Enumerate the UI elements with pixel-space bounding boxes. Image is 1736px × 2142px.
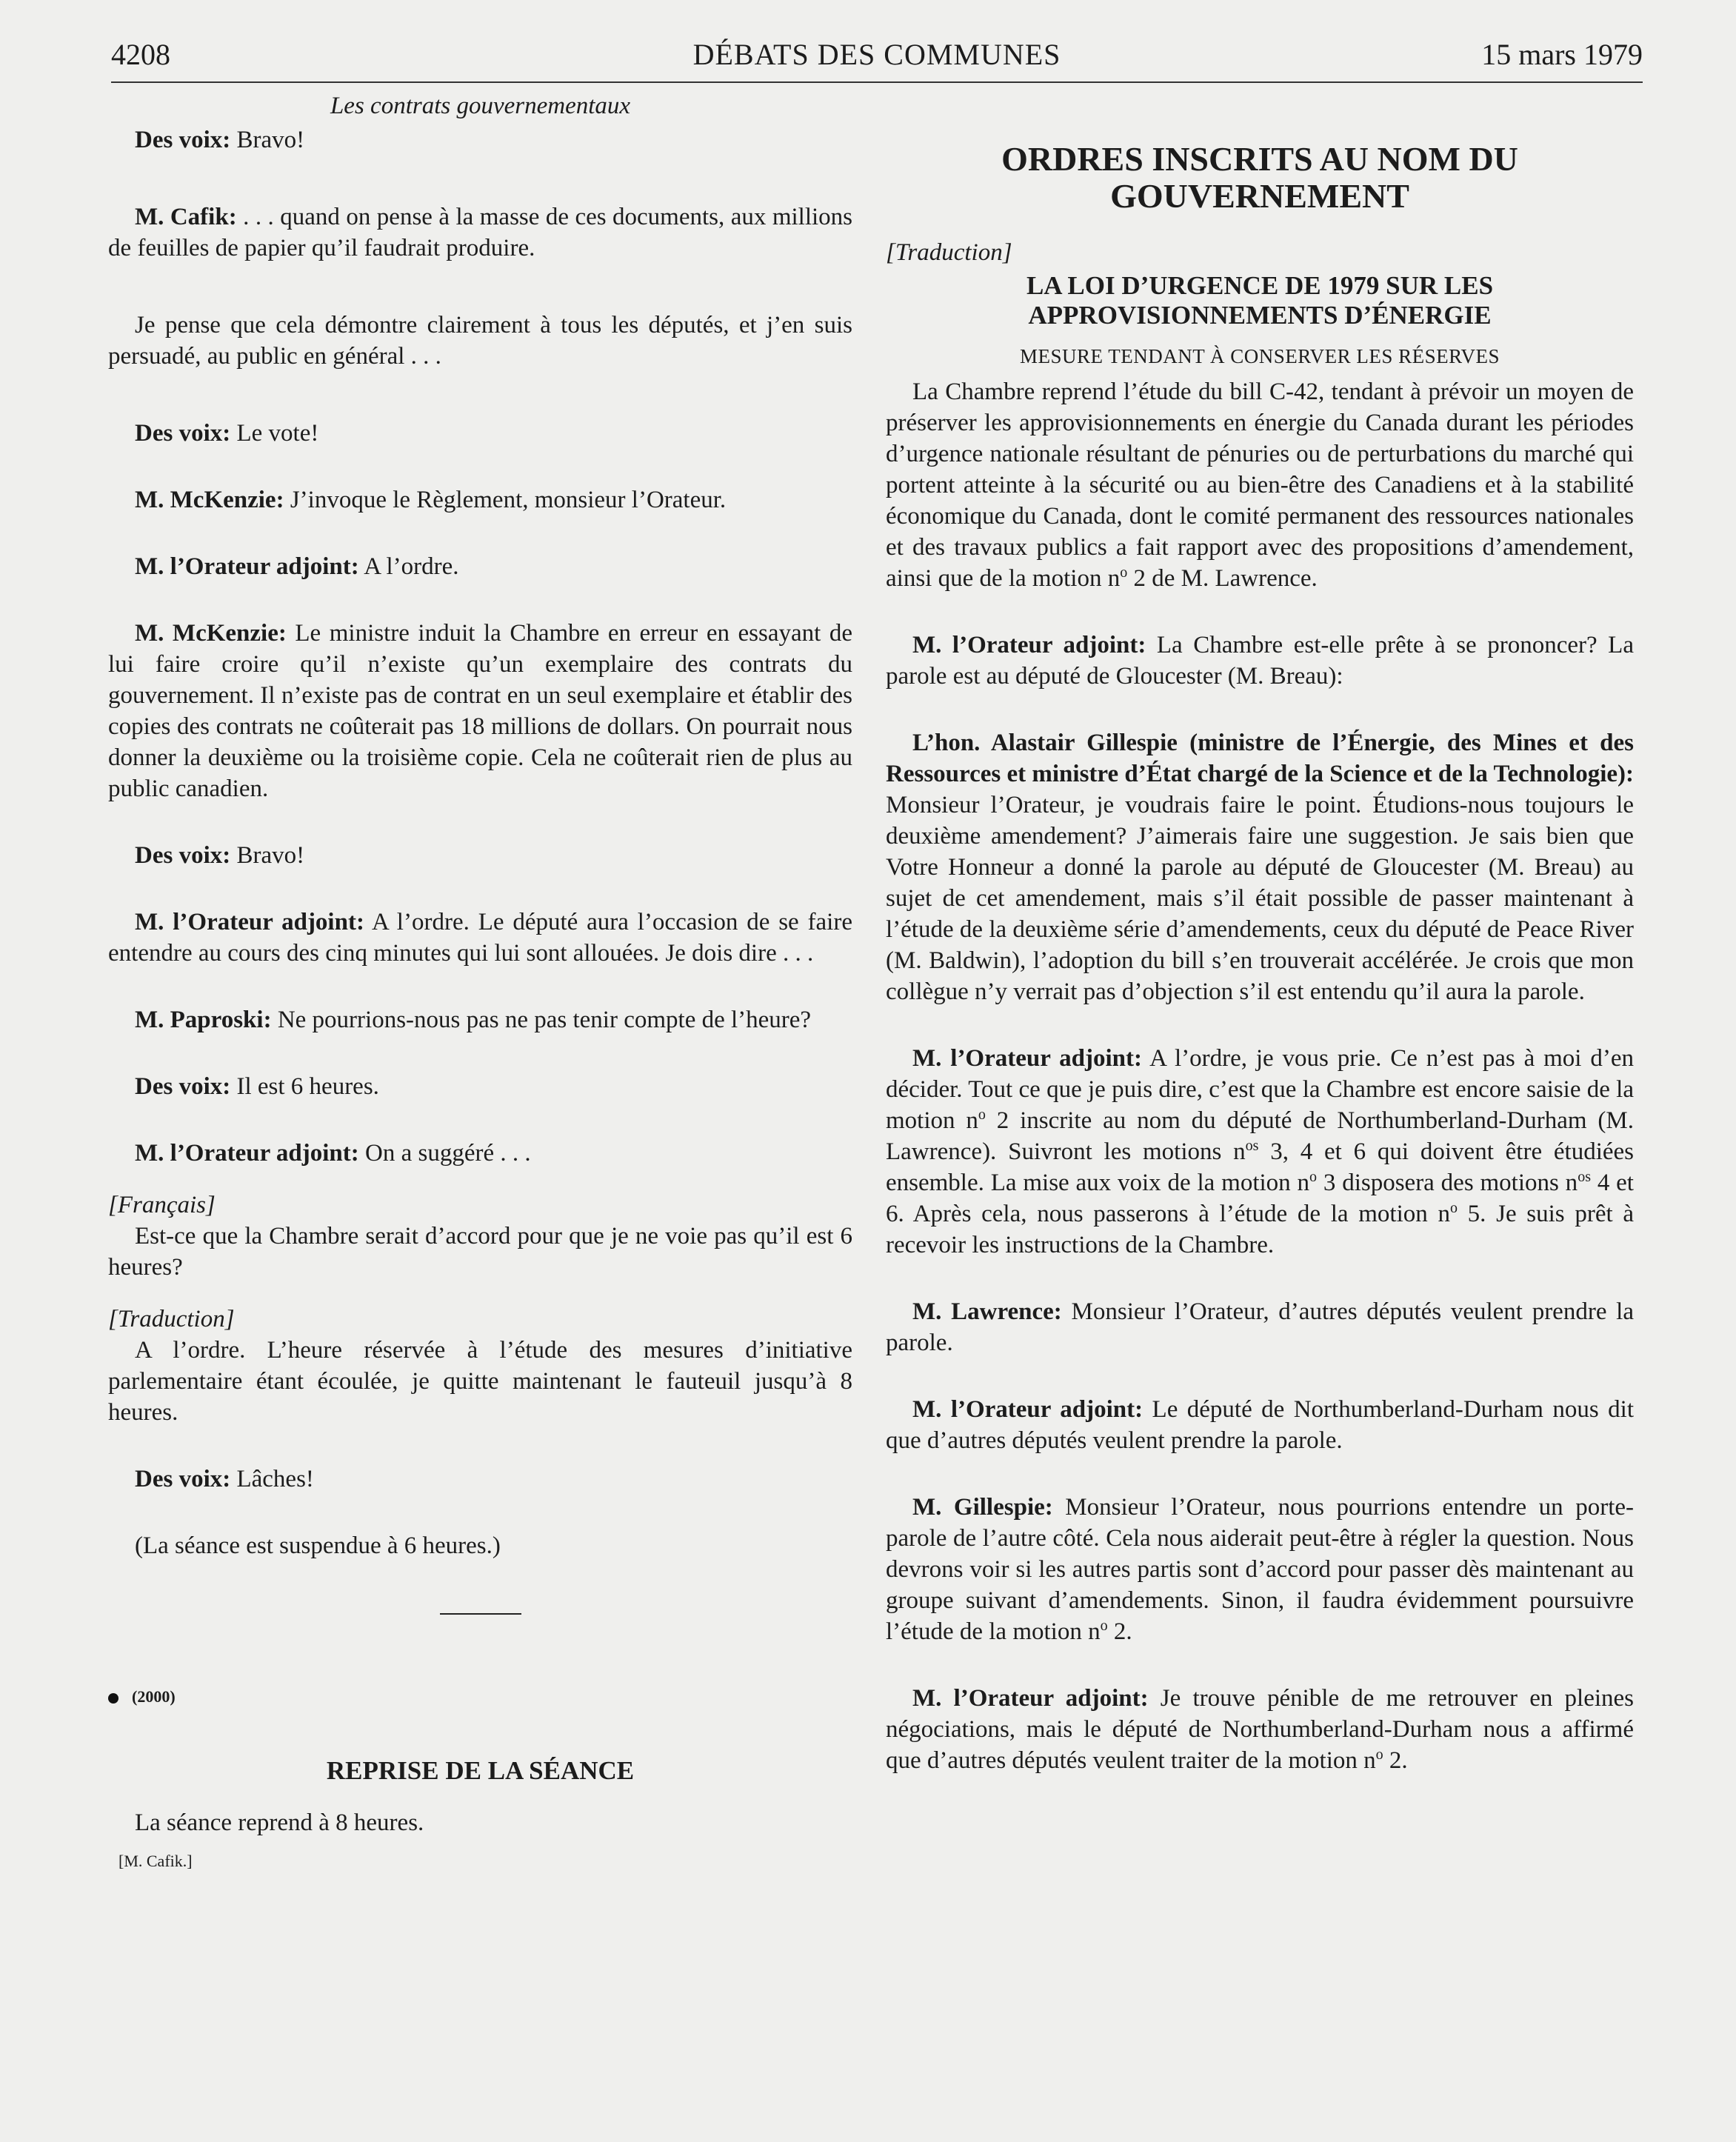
paragraph (108, 201, 852, 264)
speaker: M. l’Orateur adjoint: (912, 632, 1146, 658)
speech: Le député de Northumberland-Durham nous dit que d’autres députés veulent prendre la parole. (886, 1396, 1634, 1454)
speaker: M. McKenzie: (135, 487, 284, 513)
paragraph: M. l’Orateur adjoint: A l’ordre, je vous prie. Ce n’est pas à moi d’en décider. Tout ce que je puis dire, c’est que la Chambre est encore saisie de la motion $n^o$ 2 inscrite au nom du député de Northumberland-Durham (M. Lawrence). Suivront les motions $n^{os}$ 3, 4 et 6 qui doivent être étudiées ensemble. La mise aux voix de la motion $n^o$ 3 disposera des motions $n^{os}$ 4 et 6. Après cela, nous passerons à l’étude de la motion $n^o$ 5. Je suis prêt à recevoir les instructions de la Chambre. (886, 1045, 1634, 1258)
paragraph: La séance reprend à 8 heures. (135, 1809, 424, 1836)
speaker: Des voix: (135, 1466, 231, 1492)
paragraph: La Chambre reprend l’étude du bill C-42, tendant à prévoir un moyen de préserver les approvisionnements en énergie du Canada durant les périodes d’urgence nationale résultant de pénuries ou de perturbations du marché qui portent atteinte à la sécurité ou au bien-être des Canadiens et à la stabilité économique du Canada, dont le comité permanent des ressources nationales et des travaux publics a fait rapport avec des propositions d’amendement, ainsi que de la motion $n^o$ 2 de M. Lawrence. (886, 378, 1634, 592)
speech: Bravo! (230, 127, 305, 153)
speaker: M. l’Orateur adjoint: (135, 1140, 359, 1167)
page-date: 15 mars 1979 (1481, 38, 1643, 71)
paragraph (886, 1394, 1634, 1456)
paragraph: Je pense que cela démontre clairement à tous les députés, et j’en suis persuadé, au public en général . . . (108, 312, 852, 370)
paragraph (108, 1004, 852, 1035)
speech: A l’ordre. Le député aura l’occasion de se faire entendre au cours des cinq minutes qui lui sont allouées. Je dois dire . . . (108, 909, 852, 967)
orders-title: ORDRES INSCRITS AU NOM DU GOUVERNEMENT (1001, 140, 1518, 215)
speaker: M. l’Orateur adjoint: (912, 1685, 1149, 1712)
speaker: Des voix: (135, 127, 231, 153)
speech: A l’ordre. (358, 553, 459, 580)
paragraph (108, 618, 852, 804)
bill-title: LA LOI D’URGENCE DE 1979 SUR LES APPROVISIONNEMENTS D’ÉNERGIE (1026, 271, 1494, 330)
speech: Monsieur l’Orateur, je voudrais faire le point. Étudions-nous toujours le deuxième amendement? J’aimerais faire une suggestion. Je sais bien que Votre Honneur a donné la parole au député de Gloucester (M. Breau) au sujet de cet amendement, mais s’il était possible de passer maintenant à l’étude de la deuxième série d’amendements, ceux du député de Peace River (M. Baldwin), l’adoption du bill s’en trouverait accélérée. Je crois que mon collègue n’y verrait pas d’objection s’il est entendu qu’il aura la parole. (886, 792, 1634, 1005)
speaker-reference: [M. Cafik.] (118, 1852, 193, 1870)
paragraph: M. Gillespie: Monsieur l’Orateur, nous pourrions entendre un porte-parole de l’autre côté. Cela nous aiderait peut-être à régler la question. Nous devrons voir si les autres partis sont d’accord pour passer dès maintenant au groupe suivant d’amendements. Sinon, il faudra évidemment poursuivre l’étude de la motion $n^o$ 2. (886, 1494, 1634, 1645)
publication-title: DÉBATS DES COMMUNES (692, 38, 1061, 71)
page-header (111, 37, 1643, 83)
bullet-icon (108, 1693, 118, 1704)
speaker: M. Gillespie: (912, 1494, 1053, 1521)
speech: Le vote! (230, 420, 319, 447)
left-column (108, 90, 852, 1877)
time-marker: (2000) (108, 1681, 852, 1712)
speaker: M. Paproski: (135, 1007, 272, 1033)
speech: Le ministre induit la Chambre en erreur en essayant de lui faire croire qu’il n’existe qu’un exemplaire des contrats du gouvernement. Il n’existe pas de contrat en un seul exemplaire et établir des copies des contrats ne coûterait pas 18 millions de dollars. On pourrait nous donner la deuxième ou la troisième copie. Cela ne coûterait rien de plus au public canadien. (108, 620, 852, 802)
section-heading: REPRISE DE LA SÉANCE (326, 1756, 635, 1785)
speaker: M. McKenzie: (135, 620, 287, 647)
speech: Il est 6 heures. (230, 1073, 379, 1100)
paragraph (108, 840, 852, 871)
paragraph (886, 630, 1634, 692)
speech: . . . quand on pense à la masse de ces documents, aux millions de feuilles de papier qu’il faudrait produire. (108, 204, 852, 261)
paragraph (108, 484, 852, 516)
divider (440, 1613, 521, 1615)
speaker: L’hon. Alastair Gillespie (ministre de l’Énergie, des Mines et des Ressources et ministre d’État chargé de la Science et de la Technologie): (886, 730, 1634, 787)
speech: Bravo! (230, 842, 305, 869)
paragraph (108, 124, 852, 156)
speech: Ne pourrions-nous pas ne pas tenir compte de l’heure? (271, 1007, 812, 1033)
speech: Lâches! (230, 1466, 314, 1492)
paragraph (108, 418, 852, 449)
speaker: M. l’Orateur adjoint: (135, 553, 359, 580)
speaker: M. Cafik: (135, 204, 237, 230)
paragraph: M. l’Orateur adjoint: Je trouve pénible de me retrouver en pleines négociations, mais le député de Northumberland-Durham nous a affirmé que d’autres députés veulent traiter de la motion $n^o$ 2. (886, 1685, 1634, 1774)
speech: J’invoque le Règlement, monsieur l’Orateur. (284, 487, 727, 513)
language-marker: [Traduction] (108, 1306, 235, 1332)
speaker: Des voix: (135, 1073, 231, 1100)
paragraph (108, 1138, 852, 1169)
speech: Monsieur l’Orateur, d’autres députés veulent prendre la parole. (886, 1298, 1634, 1356)
paragraph: Est-ce que la Chambre serait d’accord pour que je ne voie pas qu’il est 6 heures? (108, 1223, 852, 1281)
measure-heading: MESURE TENDANT À CONSERVER LES RÉSERVES (1020, 345, 1500, 367)
speaker: Des voix: (135, 842, 231, 869)
paragraph (108, 907, 852, 969)
speech: La Chambre est-elle prête à se prononcer? La parole est au député de Gloucester (M. Breau): (886, 632, 1634, 690)
paragraph (886, 1296, 1634, 1358)
speaker: M. l’Orateur adjoint: (912, 1045, 1143, 1072)
paragraph: (La séance est suspendue à 6 heures.) (135, 1532, 501, 1559)
paragraph (108, 1071, 852, 1102)
language-marker: [Traduction] (886, 239, 1012, 266)
speaker: M. l’Orateur adjoint: (912, 1396, 1144, 1423)
subheading: Les contrats gouvernementaux (330, 93, 631, 119)
paragraph: A l’ordre. L’heure réservée à l’étude des mesures d’initiative parlementaire étant écoulée, je quitte maintenant le fauteuil jusqu’à 8 heures. (108, 1337, 852, 1426)
page-number: 4208 (111, 38, 170, 71)
language-marker: [Français] (108, 1192, 216, 1218)
paragraph (886, 727, 1634, 1007)
right-column (886, 141, 1634, 1776)
paragraph (108, 551, 852, 582)
speaker: Des voix: (135, 420, 231, 447)
paragraph (108, 1464, 852, 1495)
speaker: M. l’Orateur adjoint: (135, 909, 364, 935)
speech: On a suggéré . . . (358, 1140, 531, 1167)
speaker: M. Lawrence: (912, 1298, 1062, 1325)
